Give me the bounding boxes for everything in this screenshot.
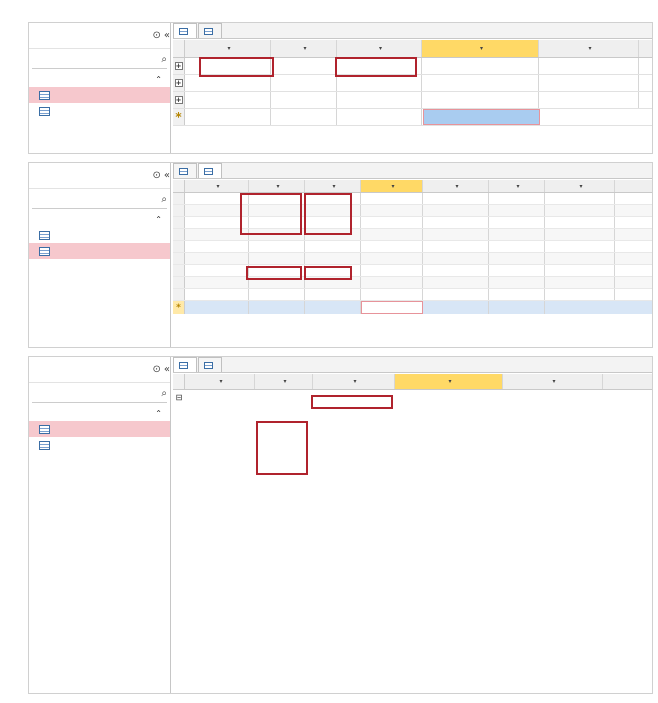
new-seq-value[interactable] [249,301,305,314]
row-selector[interactable] [173,289,185,300]
table-row[interactable] [173,205,652,217]
search-icon[interactable]: ⌕ [161,194,167,205]
cell[interactable] [361,217,423,228]
expand-plus-icon[interactable]: + [175,79,182,87]
table-icon [179,28,188,35]
search-icon[interactable]: ⌕ [161,54,167,65]
cell[interactable] [545,277,615,288]
cell[interactable] [361,205,423,216]
cell[interactable] [489,265,545,276]
nav-pane [29,357,171,693]
col-header[interactable] [337,40,422,57]
table-row[interactable] [173,75,652,92]
datasheet-table2 [173,180,652,314]
cell[interactable] [423,289,489,300]
cell[interactable] [185,193,249,204]
header-row [173,180,652,193]
new-record-star-icon: * [173,109,185,125]
cell[interactable] [185,390,255,405]
tab-bar [173,23,652,39]
cell[interactable] [489,193,545,204]
nav-header[interactable] [29,357,170,383]
tab-table2[interactable] [198,163,222,178]
table-row[interactable] [173,265,652,277]
cell[interactable] [545,265,615,276]
cell[interactable] [255,390,313,405]
new-record-row[interactable] [173,301,652,314]
table-icon [179,168,188,175]
dropdown-icon[interactable]: ▾ [378,45,382,52]
col-header[interactable] [185,40,271,57]
row-selector-header[interactable] [173,40,185,57]
nav-item-table2[interactable] [29,437,170,453]
cell[interactable] [489,241,545,252]
cell[interactable] [489,253,545,264]
cell[interactable] [185,277,249,288]
cell[interactable] [337,58,422,74]
cell[interactable] [423,205,489,216]
cell[interactable] [305,301,361,314]
table-icon [39,231,50,240]
nav-group-tables[interactable] [29,71,170,87]
table-row[interactable] [173,92,652,109]
table-icon [179,362,188,369]
cell[interactable] [545,205,615,216]
cell[interactable] [539,92,639,108]
col-header[interactable] [255,374,313,389]
new-record-label [185,301,249,314]
datasheet-table1 [173,40,652,126]
col-header[interactable] [305,180,361,192]
cell[interactable] [271,109,337,125]
cell[interactable] [185,217,249,228]
dropdown-icon[interactable]: ▾ [353,378,357,385]
dropdown-icon[interactable]: ▾ [227,45,231,52]
new-total-cell[interactable] [423,109,540,125]
collapse-minus-icon[interactable]: ⊟ [175,393,183,402]
cell[interactable] [423,241,489,252]
new-num-value[interactable] [423,301,489,314]
cell[interactable] [489,205,545,216]
col-header[interactable] [185,374,255,389]
dropdown-icon[interactable]: ▾ [332,182,336,190]
cell[interactable] [545,289,615,300]
parent-row[interactable] [173,390,652,405]
cell[interactable] [422,58,539,74]
table-icon [39,441,50,450]
cell[interactable] [249,289,305,300]
dropdown-icon[interactable]: ▾ [303,45,307,52]
nav-pane [29,23,171,153]
dropdown-icon[interactable]: ▾ [552,378,556,385]
dropdown-icon[interactable]: ▾ [216,182,220,190]
nav-search-box[interactable] [32,385,167,403]
nav-search-box[interactable] [32,191,167,209]
cell[interactable] [423,217,489,228]
new-record-row[interactable] [173,109,652,126]
nav-header[interactable] [29,163,170,189]
row-selector[interactable] [173,205,185,216]
dropdown-icon[interactable]: ▾ [283,378,287,385]
collapse-icon[interactable]: « [163,364,170,375]
cell[interactable] [305,205,361,216]
nav-group-tables[interactable] [29,405,170,421]
cell[interactable] [249,193,305,204]
table1-rows [173,58,652,109]
nav-search-box[interactable] [32,51,167,69]
collapse-icon[interactable]: « [163,30,170,41]
cell[interactable] [539,58,639,74]
new-record-label [185,109,271,125]
cell[interactable] [361,193,423,204]
cell[interactable] [305,277,361,288]
cell[interactable] [185,229,249,240]
row-selector[interactable] [173,277,185,288]
row-selector[interactable] [173,92,185,108]
cell[interactable] [249,253,305,264]
header-row [173,374,652,390]
table-row[interactable] [173,277,652,289]
nav-pane [29,163,171,347]
cell[interactable] [361,301,423,314]
collapse-arrows-icon: ⌃ [155,74,162,84]
col-header[interactable] [423,180,489,192]
nav-item-table1[interactable] [29,227,170,243]
col-header[interactable] [395,374,503,389]
cell[interactable] [545,193,615,204]
cell[interactable] [271,58,337,74]
cell[interactable] [422,92,539,108]
dropdown-icon[interactable]: ▾ [448,378,452,385]
cell[interactable] [423,265,489,276]
dropdown-icon[interactable]: ▾ [219,378,223,385]
cell[interactable] [489,301,545,314]
cell[interactable] [423,193,489,204]
tab-table1[interactable] [173,163,197,178]
cell[interactable] [305,265,361,276]
tab-table2[interactable] [198,357,222,372]
cell[interactable] [545,229,615,240]
cell[interactable] [249,205,305,216]
cell[interactable] [185,265,249,276]
cell[interactable] [185,75,271,91]
add-column-header[interactable] [539,40,639,57]
cell[interactable] [361,253,423,264]
new-record-star-icon: * [173,301,185,314]
cell[interactable] [185,92,271,108]
cell[interactable] [249,241,305,252]
dropdown-icon[interactable]: ▾ [516,182,520,190]
cell[interactable] [249,277,305,288]
section-table2 [28,162,653,348]
table-row[interactable] [173,229,652,241]
row-selector[interactable] [173,229,185,240]
col-header[interactable] [489,180,545,192]
table-row[interactable] [173,289,652,301]
add-column-header[interactable] [545,180,615,192]
cell[interactable] [337,75,422,91]
col-header[interactable] [185,180,249,192]
header-row [173,40,652,58]
cell[interactable] [361,277,423,288]
cell[interactable] [313,390,395,405]
row-selector[interactable] [173,58,185,74]
section-master-detail [28,356,653,694]
cell[interactable] [305,217,361,228]
row-selector[interactable] [173,241,185,252]
nav-item-table2[interactable] [29,103,170,119]
table-row[interactable] [173,241,652,253]
table-icon [204,362,213,369]
dropdown-icon[interactable]: ▾ [391,182,395,190]
cell[interactable] [489,217,545,228]
col-header[interactable] [422,40,539,57]
table-row[interactable] [173,193,652,205]
chevron-down-icon[interactable]: ⊙ [152,30,161,41]
cell[interactable] [489,289,545,300]
master-body [173,390,652,405]
cell[interactable] [361,241,423,252]
chevron-down-icon[interactable]: ⊙ [152,364,161,375]
cell[interactable] [305,241,361,252]
table-icon [39,107,50,116]
cell[interactable] [337,92,422,108]
col-header[interactable] [361,180,423,192]
tab-table2[interactable] [198,23,222,38]
cell[interactable] [422,75,539,91]
cell[interactable] [489,229,545,240]
cell[interactable] [185,289,249,300]
cell[interactable] [545,241,615,252]
table-row[interactable] [173,58,652,75]
cell[interactable] [305,253,361,264]
cell[interactable] [185,253,249,264]
cell[interactable] [423,253,489,264]
cell[interactable] [423,229,489,240]
cell[interactable] [271,92,337,108]
table-row[interactable] [173,253,652,265]
nav-item-table1[interactable] [29,87,170,103]
section-table1 [28,22,653,154]
datasheet-master [173,374,652,405]
nav-item-table2[interactable] [29,243,170,259]
cell[interactable] [305,289,361,300]
collapse-arrows-icon: ⌃ [155,214,162,224]
table2-rows [173,193,652,301]
nav-header[interactable] [29,23,170,49]
search-icon[interactable]: ⌕ [161,388,167,399]
collapse-arrows-icon: ⌃ [155,408,162,418]
cell[interactable] [185,205,249,216]
nav-group-tables[interactable] [29,211,170,227]
cell[interactable] [423,277,489,288]
col-header[interactable] [271,40,337,57]
table-icon [204,28,213,35]
cell[interactable] [185,58,271,74]
cell[interactable] [337,109,422,125]
row-selector[interactable] [173,265,185,276]
cell[interactable] [489,277,545,288]
nav-item-table1[interactable] [29,421,170,437]
tab-table1[interactable] [173,23,197,38]
cell[interactable] [249,265,305,276]
cell[interactable] [539,75,639,91]
add-column-header[interactable] [503,374,603,389]
cell[interactable] [361,229,423,240]
cell[interactable] [305,193,361,204]
dropdown-icon[interactable]: ▾ [579,182,583,190]
cell[interactable] [545,253,615,264]
row-selector-header[interactable] [173,374,185,389]
cell[interactable] [361,289,423,300]
col-header[interactable] [249,180,305,192]
dropdown-icon[interactable]: ▾ [479,45,483,52]
cell[interactable] [249,217,305,228]
cell[interactable] [185,241,249,252]
expand-plus-icon[interactable]: + [175,62,182,70]
tab-bar [173,163,652,179]
row-selector[interactable] [173,193,185,204]
cell[interactable] [545,217,615,228]
chevron-down-icon[interactable]: ⊙ [152,170,161,181]
table-icon [39,425,50,434]
table-icon [39,91,50,100]
row-selector[interactable] [173,253,185,264]
dropdown-icon[interactable]: ▾ [455,182,459,190]
table-icon [204,168,213,175]
expand-plus-icon[interactable]: + [175,96,182,104]
highlight-child-workshops [256,421,308,475]
cell[interactable] [361,265,423,276]
cell[interactable] [249,229,305,240]
cell[interactable] [305,229,361,240]
tab-table1[interactable] [173,357,197,372]
row-selector[interactable] [173,390,185,405]
collapse-icon[interactable]: « [163,170,170,181]
row-selector-header[interactable] [173,180,185,192]
table-row[interactable] [173,217,652,229]
dropdown-icon[interactable]: ▾ [276,182,280,190]
tab-bar [173,357,652,373]
row-selector[interactable] [173,75,185,91]
cell[interactable] [271,75,337,91]
col-header[interactable] [313,374,395,389]
table-icon [39,247,50,256]
dropdown-icon[interactable]: ▾ [588,45,592,52]
cell[interactable] [395,390,503,405]
row-selector[interactable] [173,217,185,228]
